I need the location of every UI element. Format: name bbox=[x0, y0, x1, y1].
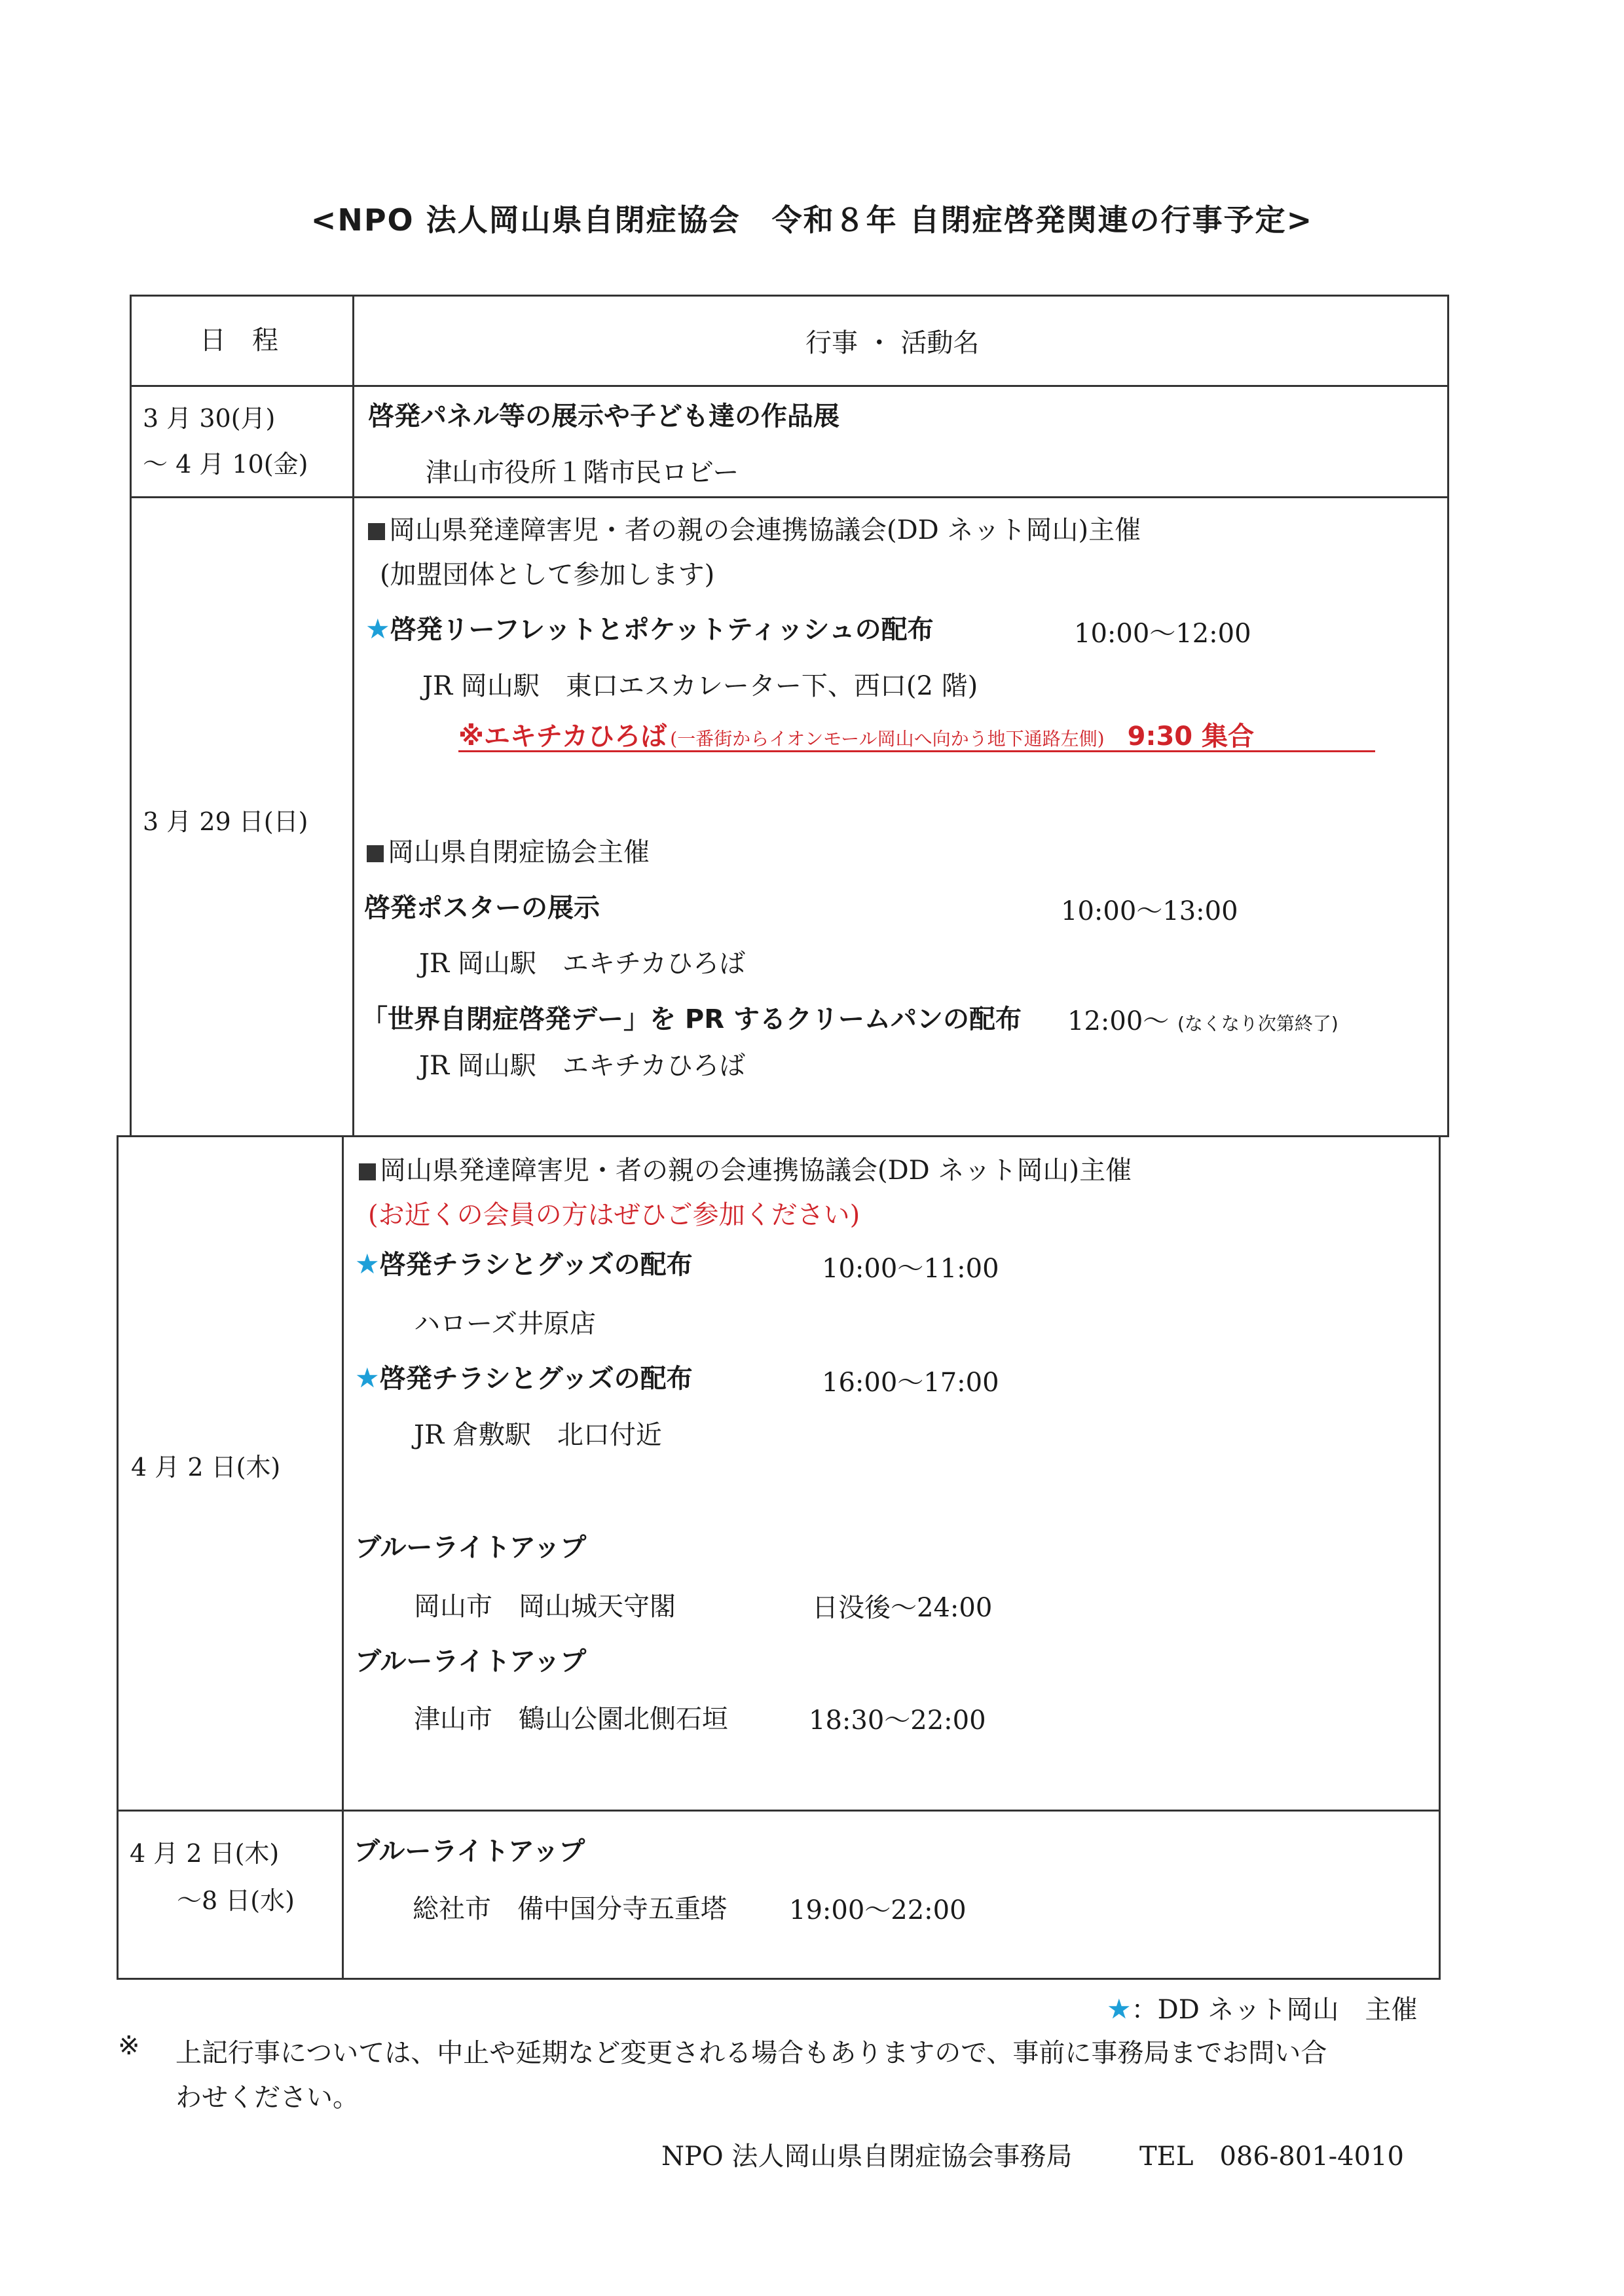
meeting-place: ※エキチカひろば bbox=[458, 721, 667, 752]
row4-location: 総社市 備中国分寺五重塔 bbox=[413, 1894, 727, 1924]
row2-item2-title: 啓発ポスターの展示 bbox=[364, 893, 600, 923]
row3-item3-location: 岡山市 岡山城天守閣 bbox=[414, 1592, 676, 1622]
row2-item3-location: JR 岡山駅 エキチカひろば bbox=[419, 1051, 746, 1081]
meeting-time: 9:30 集合 bbox=[1127, 721, 1255, 752]
row4-time: 19:00～22:00 bbox=[789, 1895, 967, 1925]
row3-item4-location: 津山市 鶴山公園北側石垣 bbox=[414, 1704, 728, 1734]
row3-date: 4 月 2 日(木) bbox=[131, 1453, 281, 1482]
row3-item4-time: 18:30～22:00 bbox=[809, 1705, 986, 1736]
star-icon: ★ bbox=[1107, 1993, 1132, 2025]
row3-item1-time: 10:00～11:00 bbox=[822, 1254, 999, 1284]
row3-item3-title: ブルーライトアップ bbox=[355, 1533, 587, 1563]
footnote-line1: 上記行事については、中止や延期など変更される場合もありますので、事前に事務局までお問い合 bbox=[175, 2038, 1327, 2068]
meeting-underline bbox=[458, 750, 1375, 752]
row3-item4-title: ブルーライトアップ bbox=[355, 1647, 587, 1677]
star-icon: ★ bbox=[365, 613, 390, 645]
row2-item3-title: 「世界自閉症啓発デー」を PR するクリームパンの配布 bbox=[361, 1004, 1022, 1034]
legend: ★：DD ネット岡山 主催 bbox=[1107, 1993, 1418, 2025]
square-bullet-icon bbox=[367, 845, 384, 862]
footnote-mark: ※ bbox=[118, 2031, 140, 2061]
square-bullet-icon bbox=[368, 523, 385, 540]
row3-item2-location: JR 倉敷駅 北口付近 bbox=[414, 1420, 662, 1450]
row1-event-title: 啓発パネル等の展示や子ども達の作品展 bbox=[368, 401, 840, 431]
row2-item2-location: JR 岡山駅 エキチカひろば bbox=[419, 949, 746, 979]
row1-date-start: 3 月 30(月) bbox=[143, 404, 276, 433]
row3-item1-location: ハローズ井原店 bbox=[414, 1309, 596, 1339]
contact-org: NPO 法人岡山県自閉症協会事務局 bbox=[661, 2141, 1073, 2172]
row3-item3-time: 日没後～24:00 bbox=[812, 1593, 993, 1623]
row3-organizer: 岡山県発達障害児・者の親の会連携協議会(DD ネット岡山)主催 bbox=[359, 1150, 1132, 1187]
schedule-table-continued bbox=[117, 1135, 1441, 1980]
header-event: 行事 ・ 活動名 bbox=[805, 328, 980, 358]
page-title: <NPO 法人岡山県自閉症協会 令和８年 自閉症啓発関連の行事予定> bbox=[310, 202, 1314, 238]
row3-item1-title: ★啓発チラシとグッズの配布 bbox=[355, 1248, 693, 1280]
star-icon: ★ bbox=[355, 1362, 380, 1394]
contact-tel: TEL 086-801-4010 bbox=[1139, 2141, 1404, 2172]
row2-organizer1-note: (加盟団体として参加します) bbox=[380, 560, 715, 590]
square-bullet-icon bbox=[359, 1163, 376, 1180]
table-column-divider bbox=[342, 1135, 344, 1980]
row2-organizer2: 岡山県自閉症協会主催 bbox=[367, 831, 650, 869]
header-date: 日 程 bbox=[200, 325, 278, 355]
row1-location: 津山市役所１階市民ロビー bbox=[426, 458, 739, 488]
table-row-divider bbox=[130, 385, 1449, 387]
star-icon: ★ bbox=[355, 1248, 380, 1280]
table-row-divider bbox=[117, 1810, 1441, 1812]
row2-item1-title: ★啓発リーフレットとポケットティッシュの配布 bbox=[365, 613, 934, 645]
row3-organizer-note: (お近くの会員の方はぜひご参加ください) bbox=[368, 1200, 860, 1230]
row2-date: 3 月 29 日(日) bbox=[143, 807, 308, 836]
row2-item3-note: (なくなり次第終了) bbox=[1177, 1013, 1338, 1034]
meeting-detail: (一番街からイオンモール岡山へ向かう地下通路左側) bbox=[670, 728, 1105, 750]
row2-item2-time: 10:00～13:00 bbox=[1061, 896, 1238, 926]
table-row-divider bbox=[130, 496, 1449, 498]
row1-date-end: ～ 4 月 10(金) bbox=[143, 450, 308, 479]
row3-item2-title: ★啓発チラシとグッズの配布 bbox=[355, 1362, 693, 1394]
row4-event-title: ブルーライトアップ bbox=[354, 1836, 585, 1867]
table-column-divider bbox=[352, 295, 354, 1137]
row2-item1-time: 10:00～12:00 bbox=[1074, 619, 1251, 649]
row4-date-end: ～8 日(水) bbox=[177, 1886, 295, 1915]
row2-item3-time: 12:00～ (なくなり次第終了) bbox=[1067, 1006, 1338, 1036]
row4-date-start: 4 月 2 日(木) bbox=[130, 1839, 280, 1868]
row2-item1-location: JR 岡山駅 東口エスカレーター下、西口(2 階) bbox=[422, 671, 978, 701]
footnote-line2: わせください。 bbox=[175, 2083, 359, 2113]
row3-item2-time: 16:00～17:00 bbox=[822, 1368, 999, 1398]
row2-organizer1: 岡山県発達障害児・者の親の会連携協議会(DD ネット岡山)主催 bbox=[368, 509, 1141, 547]
meeting-notice bbox=[458, 716, 1254, 753]
